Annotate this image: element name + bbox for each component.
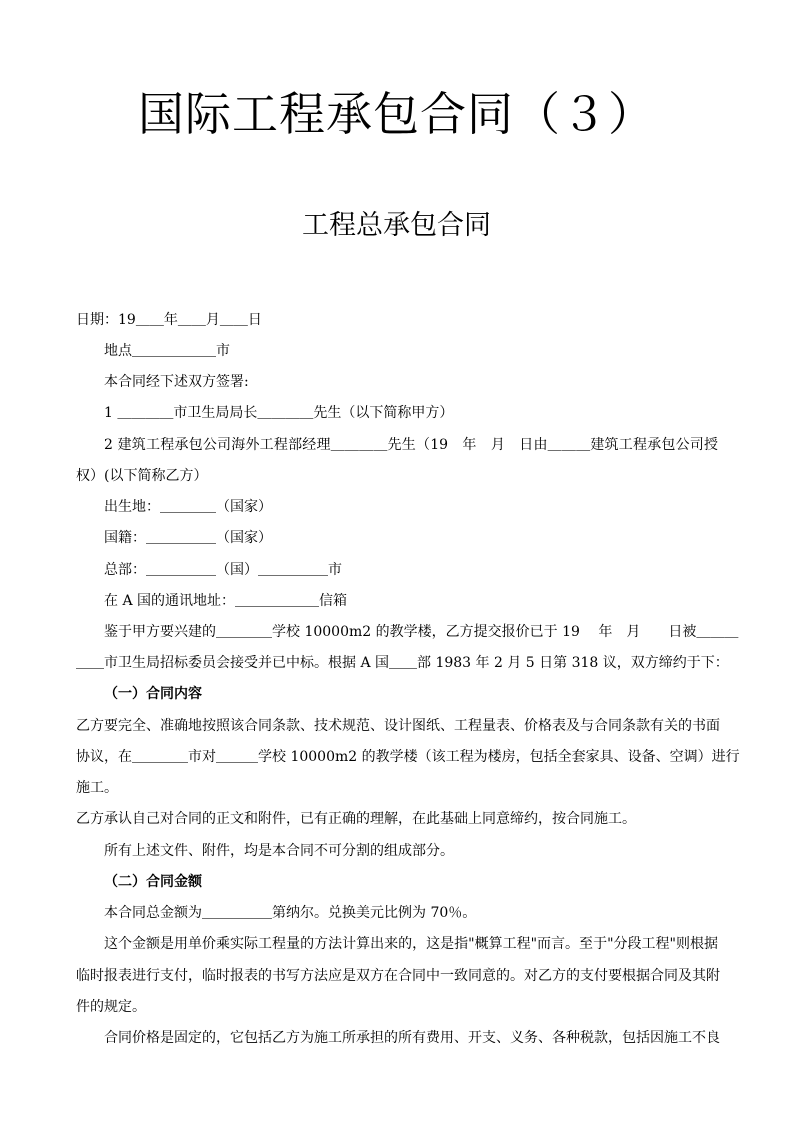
party-a-line: 1 ＿＿＿＿市卫生局局长＿＿＿＿先生（以下简称甲方） xyxy=(104,405,454,421)
content-para-1-line-1: 乙方要完全、准确地按照该合同条款、技术规范、设计图纸、工程量表、价格表及与合同条款有关的书面 xyxy=(76,718,720,734)
preamble-line: 鉴于甲方要兴建的＿＿＿＿学校 10000m2 的教学楼，乙方提交报价已于 19 年 月 日被＿＿＿ xyxy=(104,624,739,640)
amount-para-2-line-2: 临时报表进行支付，临时报表的书写方法应是双方在合同中一致同意的。对乙方的支付要根据合同及其附 xyxy=(76,968,720,984)
document-title: 国际工程承包合同（３） xyxy=(138,87,655,141)
section-heading-contract-content: （一）合同内容 xyxy=(104,686,202,702)
document-subtitle: 工程总承包合同 xyxy=(302,210,491,241)
place-line: 地点＿＿＿＿＿＿市 xyxy=(104,343,230,359)
preamble-line-cont: ＿＿市卫生局招标委员会接受并已中标。根据 A 国＿＿部 1983 年 2 月 5 日第 318 议，双方缔约于下： xyxy=(76,655,729,671)
content-para-3: 所有上述文件、附件，均是本合同不可分割的组成部分。 xyxy=(104,843,454,859)
content-para-1-line-2: 协议，在＿＿＿＿市对＿＿＿学校 10000m2 的教学楼（该工程为楼房，包括全套家具、设备、空调）进行 xyxy=(76,749,740,765)
content-para-2: 乙方承认自己对合同的正文和附件，已有正确的理解，在此基础上同意缔约，按合同施工。 xyxy=(76,811,636,827)
headquarters-line: 总部：＿＿＿＿＿（国）＿＿＿＿＿市 xyxy=(104,562,342,578)
section-heading-contract-amount: （二）合同金额 xyxy=(104,874,202,890)
amount-para-1: 本合同总金额为＿＿＿＿＿第纳尔。兑换美元比例为 70％。 xyxy=(104,905,477,921)
amount-para-2-line-3: 件的规定。 xyxy=(76,999,146,1015)
amount-para-3-line-1: 合同价格是固定的，它包括乙方为施工所承担的所有费用、开支、义务、各种税款，包括因施工不良 xyxy=(104,1030,720,1046)
content-para-1-line-3: 施工。 xyxy=(76,780,118,796)
address-line: 在 A 国的通讯地址：＿＿＿＿＿＿信箱 xyxy=(104,593,348,609)
party-b-line: 2 建筑工程承包公司海外工程部经理＿＿＿＿先生（19 年 月 日由＿＿＿建筑工程承包公司授 xyxy=(104,437,718,453)
party-b-line-cont: 权）(以下简称乙方） xyxy=(76,468,208,484)
signatories-intro: 本合同经下述双方签署: xyxy=(104,374,249,390)
amount-para-2-line-1: 这个金额是用单价乘实际工程量的方法计算出来的，这是指"概算工程"而言。至于"分段工程"则根据 xyxy=(104,936,718,952)
date-line: 日期：19＿＿年＿＿月＿＿日 xyxy=(76,312,262,328)
birthplace-line: 出生地：＿＿＿＿（国家） xyxy=(104,499,272,515)
nationality-line: 国籍：＿＿＿＿＿（国家） xyxy=(104,530,272,546)
